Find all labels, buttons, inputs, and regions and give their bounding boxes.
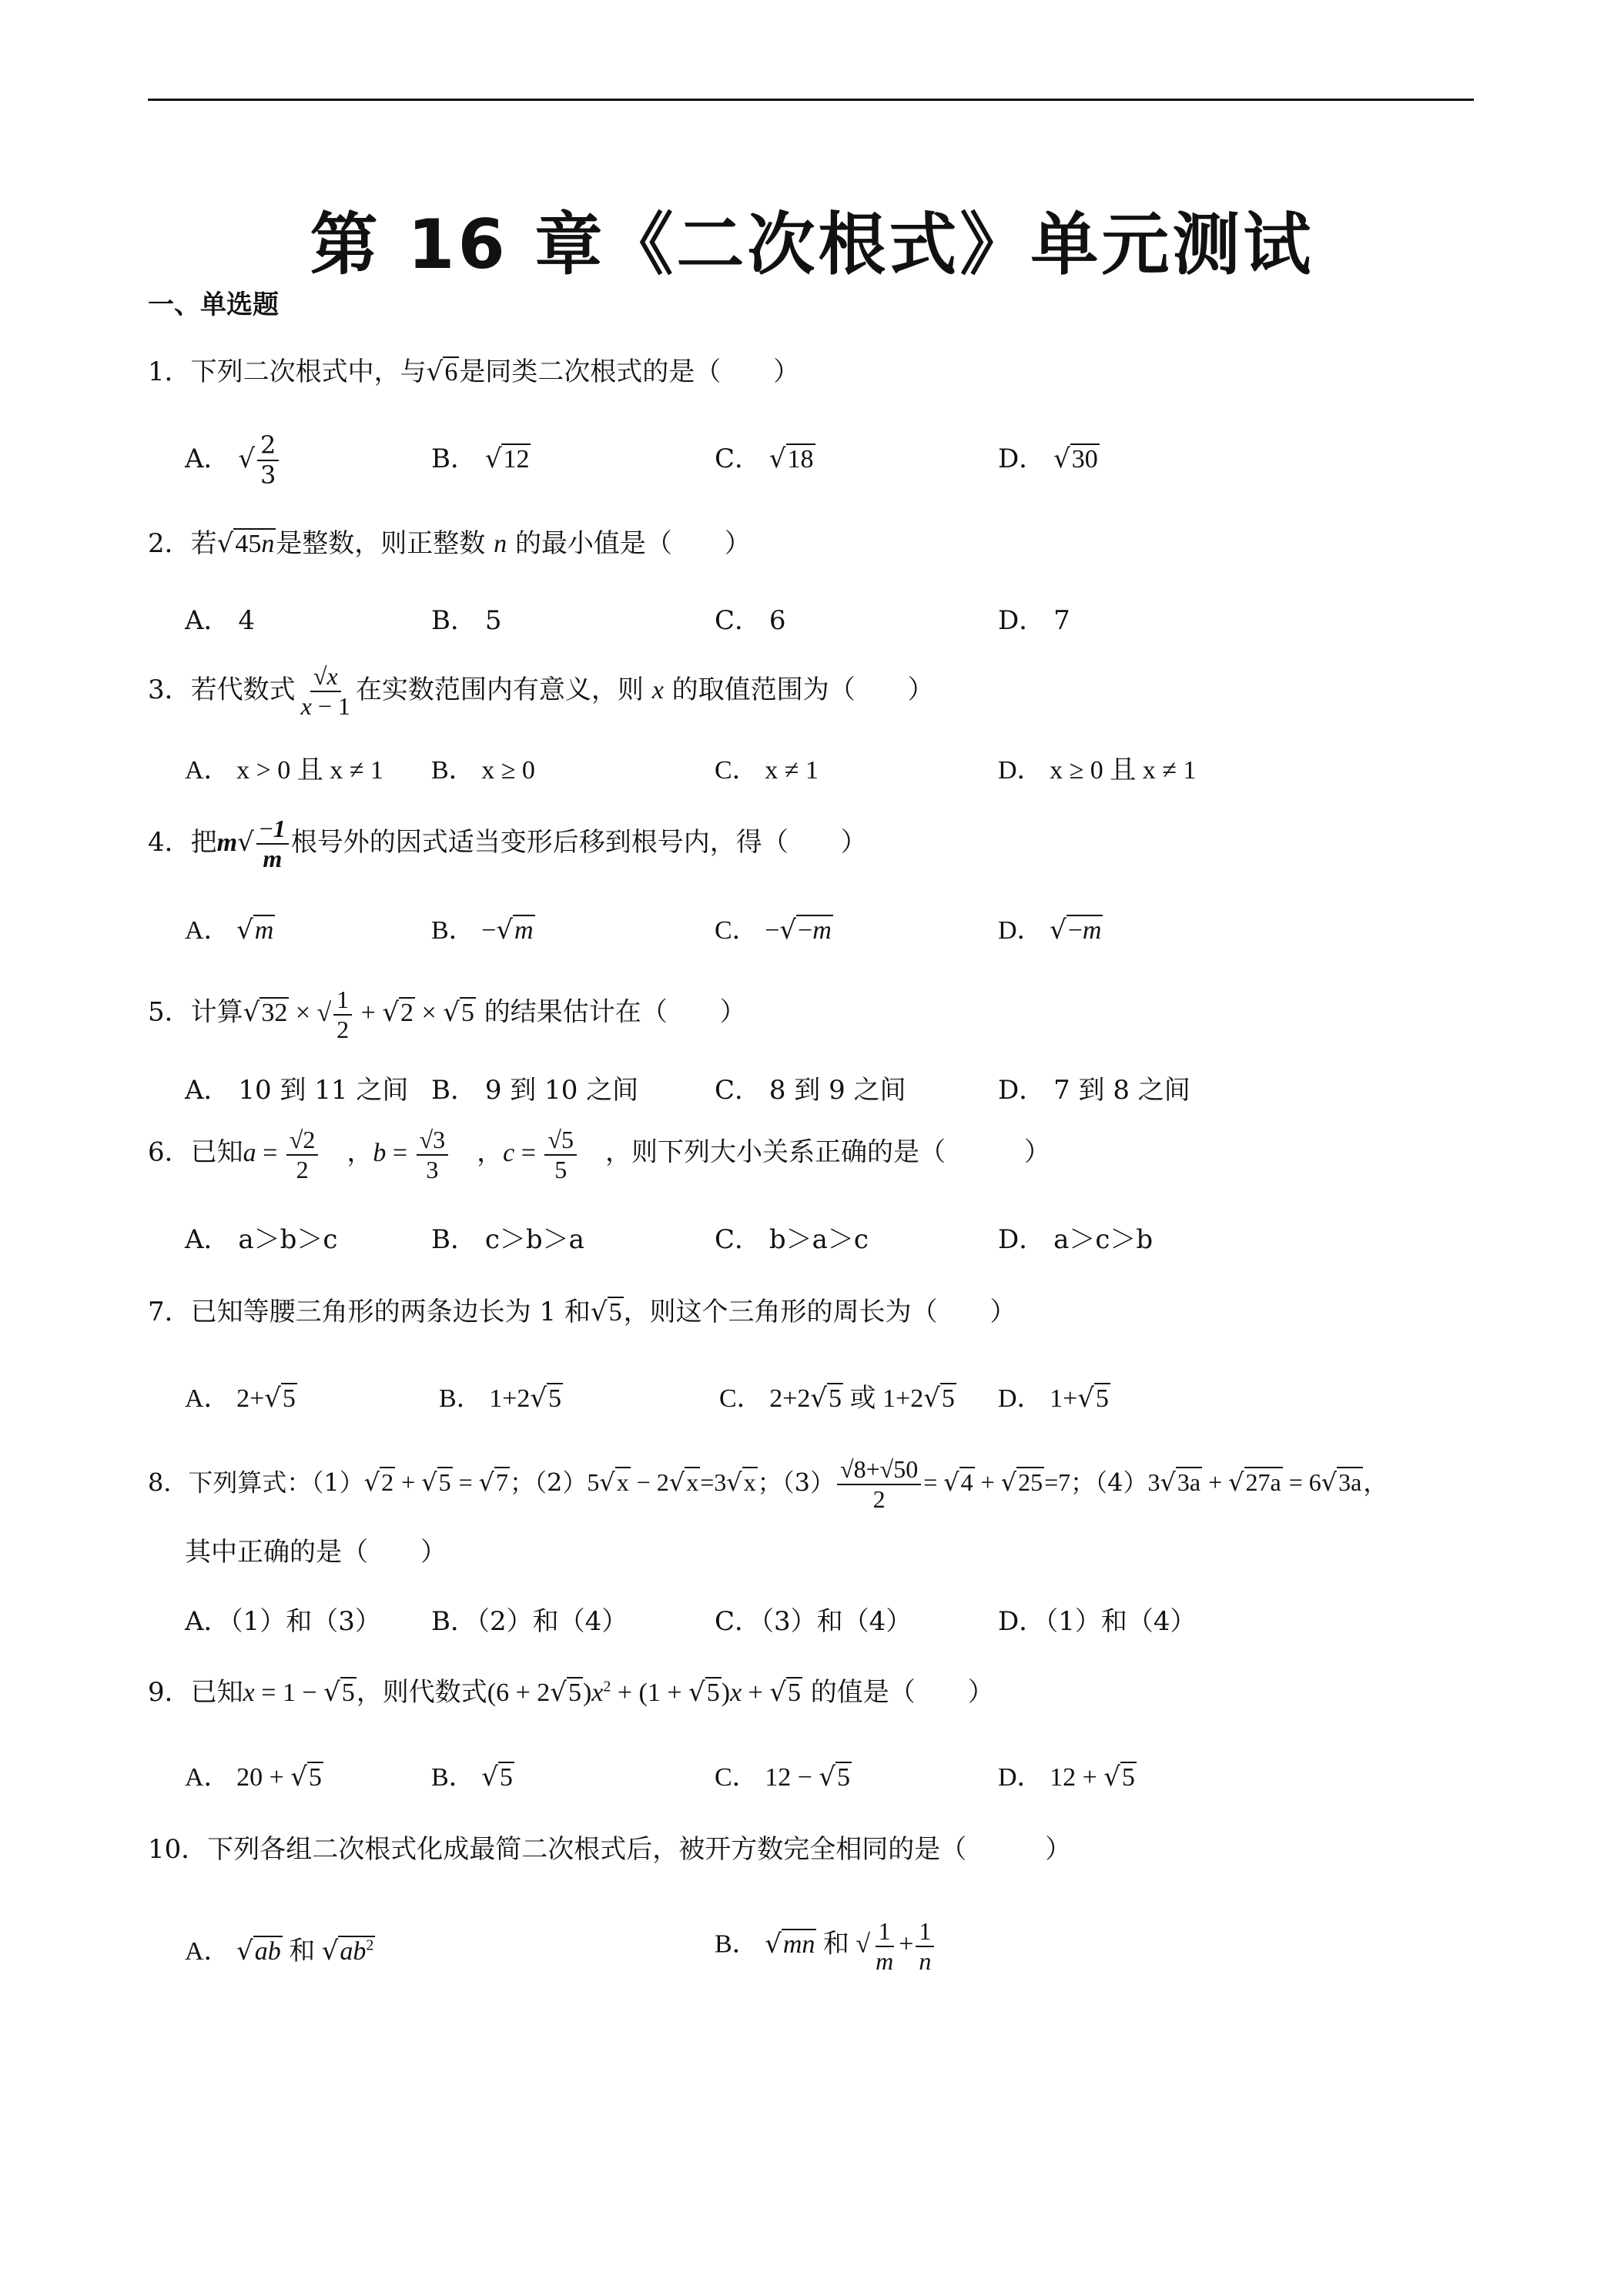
q7-option-d: D． 1+√5 <box>998 1383 1109 1414</box>
q1-option-a: A． √ $\frac{2}{3}$ <box>185 431 281 490</box>
q4-option-d: D． √−m <box>998 915 1102 946</box>
q5-option-b: B． 9 到 10 之间 <box>431 1075 639 1106</box>
question-7: 7．已知等腰三角形的两条边长为 1 和√5，则这个三角形的周长为（ ） <box>148 1297 1016 1327</box>
q8-option-d: D．（1）和（4） <box>998 1606 1197 1637</box>
q8-option-c: C．（3）和（4） <box>715 1606 912 1637</box>
q2-option-c: C． 6 <box>715 605 786 636</box>
question-1: 1．下列二次根式中，与√6是同类二次根式的是（ ） <box>148 356 800 387</box>
q1-option-d: D． √30 <box>998 443 1098 474</box>
q3-option-c: C． x ≠ 1 <box>715 756 819 785</box>
question-5: 5．计算√32 × √ $\frac{1}{2}$ + √2 × √5 的结果估计在（ ） <box>148 986 746 1043</box>
q3-option-d: D． x ≥ 0 且 x ≠ 1 <box>998 756 1197 785</box>
q3-option-a: A． x > 0 且 x ≠ 1 <box>185 756 383 785</box>
q3-option-b: B． x ≥ 0 <box>431 756 535 785</box>
q1-option-c: C． √18 <box>715 443 814 474</box>
q9-option-b: B． √5 <box>431 1762 513 1792</box>
q4-option-b: B． −√m <box>431 915 534 946</box>
q8-option-b: B．（2）和（4） <box>431 1606 628 1637</box>
q5-option-a: A． 10 到 11 之间 <box>185 1075 409 1106</box>
q5-option-c: C． 8 到 9 之间 <box>715 1075 906 1106</box>
q7-option-c: C． 2+2√5 或 1+2√5 <box>719 1383 955 1414</box>
q4-option-a: A． √m <box>185 915 274 946</box>
q9-option-a: A． 20 + √5 <box>185 1762 322 1792</box>
q6-option-b: B． c＞b＞a <box>431 1224 584 1255</box>
question-10: 10．下列各组二次根式化成最简二次根式后，被开方数完全相同的是（ ） <box>148 1834 1072 1865</box>
q2-option-d: D． 7 <box>998 605 1070 636</box>
q7-option-b: B． 1+2√5 <box>439 1383 562 1414</box>
q7-option-a: A． 2+√5 <box>185 1383 296 1414</box>
q1-option-b: B． √12 <box>431 443 530 474</box>
q6-option-c: C． b＞a＞c <box>715 1224 869 1255</box>
q2-option-a: A． 4 <box>185 605 256 636</box>
q5-option-d: D． 7 到 8 之间 <box>998 1075 1190 1106</box>
question-2: 2．若√45n是整数，则正整数 n 的最小值是（ ） <box>148 528 751 559</box>
question-6: 6．已知a = $\frac{√2}{2}$ ，b = $\frac{√3}{3}$ ，c = $\frac{√5}{5}$ ，则下列大小关系正确的是（ ） <box>148 1126 1050 1183</box>
question-8-cont: 其中正确的是（ ） <box>185 1537 447 1568</box>
q9-option-c: C． 12 − √5 <box>715 1762 851 1792</box>
q6-option-a: A． a＞b＞c <box>185 1224 338 1255</box>
question-9: 9．已知x = 1 − √5，则代数式$(6 + 2√5)x^2 + (1 + √5)x + √5$ 的值是（ ） <box>148 1677 994 1708</box>
page-title: 第 16 章《二次根式》单元测试 <box>310 205 1314 284</box>
question-3: 3．若代数式 $\frac{√x}{x - 1}$ 在实数范围内有意义，则 x 的取值范围为（ ） <box>148 662 934 720</box>
q10-option-b: B． √mn 和 √ $\frac{1}{m}$ + $\frac{1}{n}$ <box>715 1917 936 1976</box>
q2-option-b: B． 5 <box>431 605 502 636</box>
q9-option-d: D． 12 + √5 <box>998 1762 1135 1792</box>
q4-option-c: C． −√−m <box>715 915 832 946</box>
question-4: 4．把m√ $\frac{-1}{m}$ 根号外的因式适当变形后移到根号内，得（ ） <box>148 815 867 872</box>
section-heading: 一、单选题 <box>148 290 279 320</box>
q10-option-a: A． √ab 和 $√ab^2$ <box>185 1936 374 1966</box>
header-rule <box>148 99 1474 101</box>
question-8: 8．下列算式：（1）√2 + √5 = √7；（2）5√x − 2√x=3√x；（3） $\frac{√8+√50}{2}$ = √4 + √25=7；（4）3√3a + √27a = 6√3a， <box>148 1455 1388 1513</box>
q8-option-a: A．（1）和（3） <box>185 1606 381 1637</box>
q6-option-d: D． a＞c＞b <box>998 1224 1154 1255</box>
